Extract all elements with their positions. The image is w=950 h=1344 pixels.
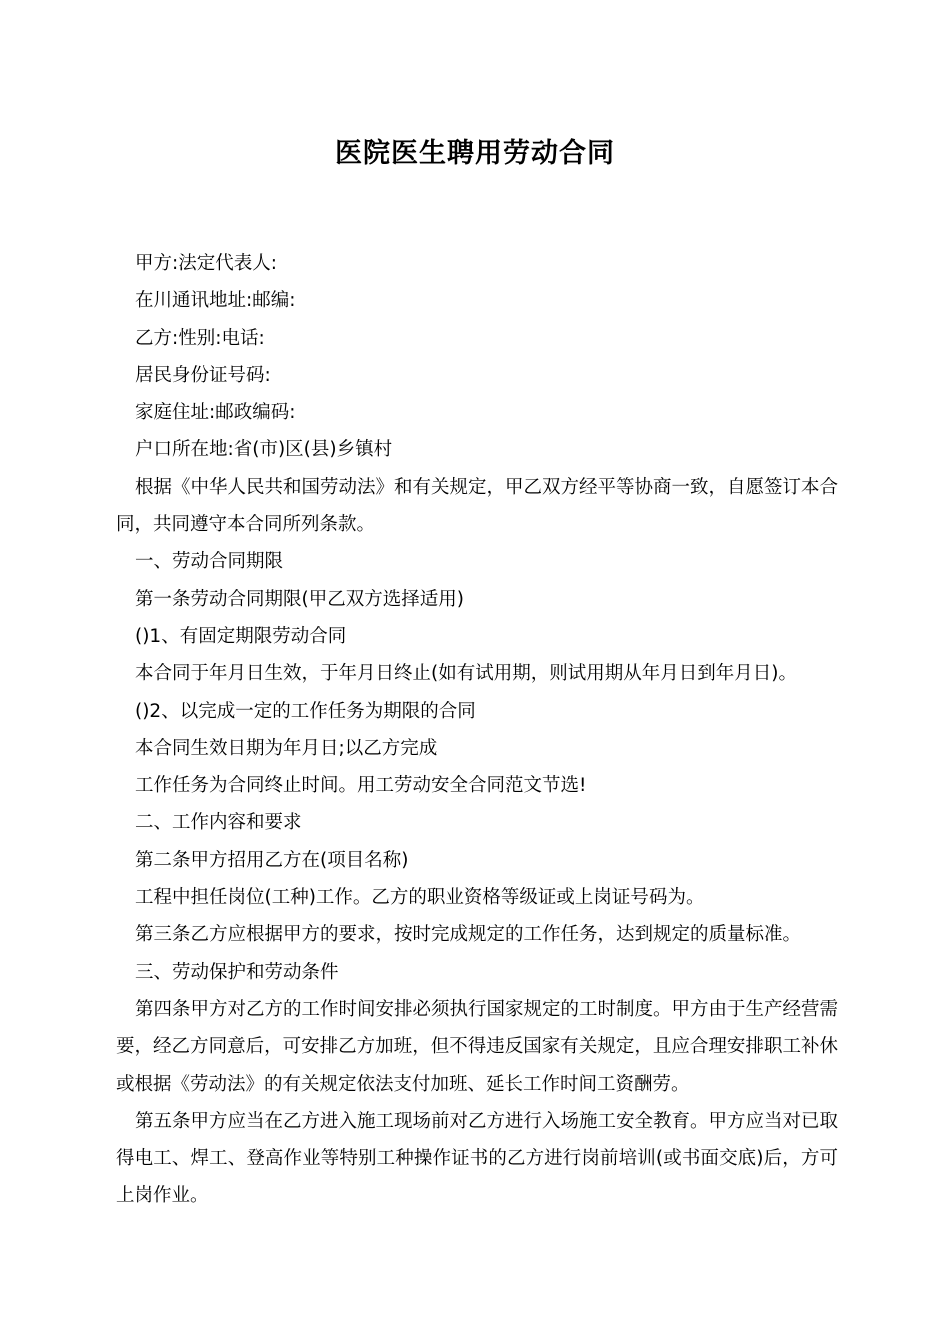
paragraph-preamble: 根据《中华人民共和国劳动法》和有关规定，甲乙双方经平等协商一致，自愿签订本合同，共同遵守本合同所列条款。 <box>116 476 839 536</box>
paragraph-address: 在川通讯地址:邮编: <box>135 290 296 312</box>
paragraph-article-2-detail: 工程中担任岗位(工种)工作。乙方的职业资格等级证或上岗证号码为。 <box>135 887 705 909</box>
paragraph-option-2-end: 工作任务为合同终止时间。用工劳动安全合同范文节选! <box>135 775 587 797</box>
paragraph-household-registration: 户口所在地:省(市)区(县)乡镇村 <box>135 439 393 461</box>
paragraph-home-address: 家庭住址:邮政编码: <box>135 402 296 424</box>
paragraph-article-1: 第一条劳动合同期限(甲乙双方选择适用) <box>135 588 464 610</box>
document-body <box>116 245 838 1215</box>
paragraph-option-1-detail: 本合同于年月日生效，于年月日终止(如有试用期，则试用期从年月日到年月日)。 <box>135 663 797 685</box>
paragraph-option-2: ()2、以完成一定的工作任务为期限的合同 <box>135 700 476 722</box>
paragraph-option-2-detail: 本合同生效日期为年月日;以乙方完成 <box>135 737 438 759</box>
document-title: 医院医生聘用劳动合同 <box>335 138 615 169</box>
paragraph-article-5: 第五条甲方应当在乙方进入施工现场前对乙方进行入场施工安全教育。甲方应当对已取得电工、焊工、登高作业等特别工种操作证书的乙方进行岗前培训(或书面交底)后，方可上岗作业。 <box>116 1110 839 1207</box>
section-heading-work: 二、工作内容和要求 <box>135 812 302 834</box>
paragraph-id-number: 居民身份证号码: <box>135 364 271 386</box>
paragraph-party-a: 甲方:法定代表人: <box>135 253 277 274</box>
paragraph-article-4: 第四条甲方对乙方的工作时间安排必须执行国家规定的工时制度。甲方由于生产经营需要，经乙方同意后，可安排乙方加班，但不得违反国家有关规定，且应合理安排职工补休或根据《劳动法》的有关规定依法支付加班、延长工作时间工资酬劳。 <box>116 998 839 1095</box>
paragraph-article-2: 第二条甲方招用乙方在(项目名称) <box>135 849 409 871</box>
section-heading-protection: 三、劳动保护和劳动条件 <box>135 961 339 983</box>
paragraph-option-1: ()1、有固定期限劳动合同 <box>135 625 347 647</box>
section-heading-term: 一、劳动合同期限 <box>135 551 284 573</box>
paragraph-article-3: 第三条乙方应根据甲方的要求，按时完成规定的工作任务，达到规定的质量标准。 <box>135 924 802 946</box>
paragraph-party-b: 乙方:性别:电话: <box>135 327 265 349</box>
